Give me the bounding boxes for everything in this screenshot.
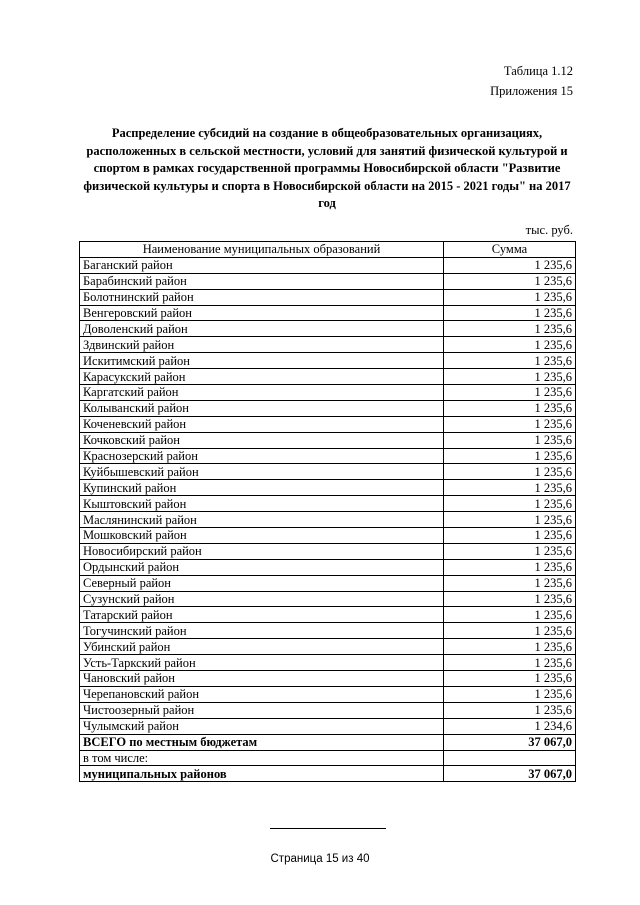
title-line: физической культуры и спорта в Новосибирской области на 2015 - 2021 годы" на 2017 [83, 178, 571, 193]
title-line: год [318, 196, 336, 210]
district-amount: 1 235,6 [444, 655, 576, 671]
district-amount: 1 235,6 [444, 480, 576, 496]
table-row [80, 496, 576, 512]
district-amount: 1 235,6 [444, 385, 576, 401]
district-name: Сузунский район [80, 591, 444, 607]
total-value: 37 067,0 [444, 734, 576, 750]
district-amount: 1 235,6 [444, 289, 576, 305]
district-name: Маслянинский район [80, 512, 444, 528]
appendix-reference: Приложения 15 [490, 84, 573, 98]
district-name: Кочковский район [80, 432, 444, 448]
table-row [80, 702, 576, 718]
district-name: Здвинский район [80, 337, 444, 353]
district-amount: 1 235,6 [444, 702, 576, 718]
district-amount: 1 235,6 [444, 321, 576, 337]
table-row [80, 607, 576, 623]
district-name: Чулымский район [80, 718, 444, 734]
district-name: Кыштовский район [80, 496, 444, 512]
district-amount: 1 235,6 [444, 575, 576, 591]
district-amount: 1 235,6 [444, 369, 576, 385]
municipal-label: муниципальных районов [80, 766, 444, 782]
municipal-value: 37 067,0 [444, 766, 576, 782]
table-row [80, 623, 576, 639]
district-name: Северный район [80, 575, 444, 591]
district-name: Усть-Таркский район [80, 655, 444, 671]
district-amount: 1 235,6 [444, 543, 576, 559]
district-name: Ордынский район [80, 559, 444, 575]
district-name: Чановский район [80, 671, 444, 687]
district-amount: 1 235,6 [444, 257, 576, 273]
district-name: Черепановский район [80, 686, 444, 702]
title-line: расположенных в сельской местности, условий для занятий физической культурой и [86, 143, 568, 158]
table-row [80, 512, 576, 528]
district-amount: 1 235,6 [444, 671, 576, 687]
table-row [80, 416, 576, 432]
district-amount: 1 235,6 [444, 305, 576, 321]
district-name: Колыванский район [80, 400, 444, 416]
table-row [80, 528, 576, 544]
table-row [80, 543, 576, 559]
district-name: Коченевский район [80, 416, 444, 432]
table-row [80, 559, 576, 575]
district-name: Мошковский район [80, 528, 444, 544]
district-amount: 1 235,6 [444, 448, 576, 464]
including-value-empty [444, 750, 576, 766]
column-header-name: Наименование муниципальных образований [80, 242, 444, 258]
table-row [80, 448, 576, 464]
district-amount: 1 235,6 [444, 686, 576, 702]
district-amount: 1 235,6 [444, 353, 576, 369]
district-name: Убинский район [80, 639, 444, 655]
district-amount: 1 235,6 [444, 273, 576, 289]
table-row [80, 671, 576, 687]
district-amount: 1 235,6 [444, 432, 576, 448]
column-header-sum: Сумма [444, 242, 576, 258]
district-amount: 1 235,6 [444, 607, 576, 623]
table-row [80, 639, 576, 655]
document-title [80, 125, 574, 213]
district-name: Купинский район [80, 480, 444, 496]
table-header-row [80, 242, 576, 258]
title-line: спортом в рамках государственной программы Новосибирской области "Развитие [93, 161, 561, 175]
district-amount: 1 235,6 [444, 337, 576, 353]
district-name: Новосибирский район [80, 543, 444, 559]
table-row [80, 591, 576, 607]
district-name: Краснозерский район [80, 448, 444, 464]
table-row [80, 655, 576, 671]
table-row [80, 257, 576, 273]
table-row [80, 273, 576, 289]
district-name: Венгеровский район [80, 305, 444, 321]
district-name: Тогучинский район [80, 623, 444, 639]
including-label: в том числе: [80, 750, 444, 766]
total-row [80, 734, 576, 750]
municipal-row [80, 766, 576, 782]
district-name: Болотнинский район [80, 289, 444, 305]
district-amount: 1 235,6 [444, 464, 576, 480]
district-name: Карасукский район [80, 369, 444, 385]
table-row [80, 305, 576, 321]
table-row [80, 337, 576, 353]
table-body [80, 257, 576, 734]
district-amount: 1 235,6 [444, 623, 576, 639]
table-row [80, 575, 576, 591]
district-name: Татарский район [80, 607, 444, 623]
table-row [80, 289, 576, 305]
unit-label: тыс. руб. [525, 223, 573, 237]
table-row [80, 432, 576, 448]
district-name: Доволенский район [80, 321, 444, 337]
table-row [80, 718, 576, 734]
district-amount: 1 235,6 [444, 496, 576, 512]
district-name: Куйбышевский район [80, 464, 444, 480]
title-line: Распределение субсидий на создание в общеобразовательных организациях, [111, 126, 543, 140]
table-reference: Таблица 1.12 [503, 64, 573, 78]
table-row [80, 369, 576, 385]
footer-divider [270, 828, 386, 829]
district-name: Каргатский район [80, 385, 444, 401]
table-row [80, 321, 576, 337]
district-name: Чистоозерный район [80, 702, 444, 718]
district-amount: 1 235,6 [444, 416, 576, 432]
district-amount: 1 235,6 [444, 400, 576, 416]
district-amount: 1 235,6 [444, 559, 576, 575]
table-row [80, 353, 576, 369]
page-number: Страница 15 из 40 [270, 853, 370, 865]
table-row [80, 480, 576, 496]
district-name: Искитимский район [80, 353, 444, 369]
district-amount: 1 235,6 [444, 512, 576, 528]
district-amount: 1 235,6 [444, 639, 576, 655]
district-amount: 1 234,6 [444, 718, 576, 734]
district-amount: 1 235,6 [444, 528, 576, 544]
including-row [80, 750, 576, 766]
table-row [80, 385, 576, 401]
total-label: ВСЕГО по местным бюджетам [80, 734, 444, 750]
district-name: Барабинский район [80, 273, 444, 289]
table-row [80, 686, 576, 702]
table-row [80, 400, 576, 416]
district-name: Баганский район [80, 257, 444, 273]
district-amount: 1 235,6 [444, 591, 576, 607]
table-row [80, 464, 576, 480]
subsidy-table [79, 241, 576, 782]
